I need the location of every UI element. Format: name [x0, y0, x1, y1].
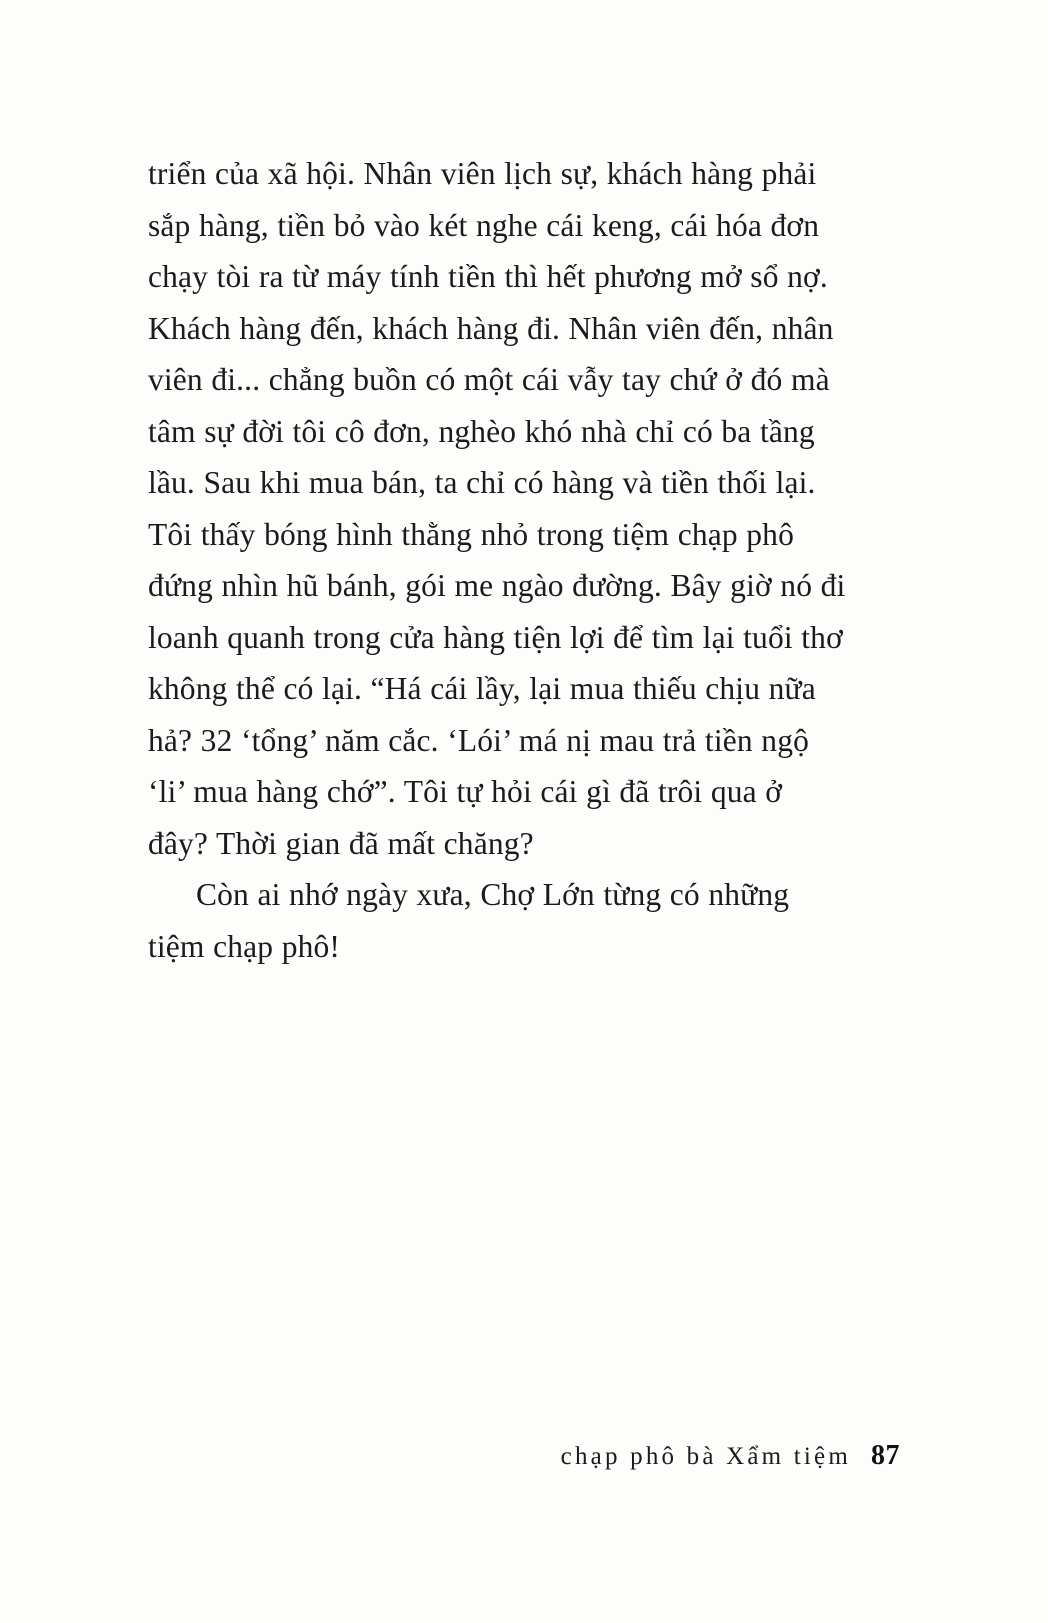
page-footer — [148, 1440, 900, 1472]
body-text — [148, 148, 848, 972]
footer-chapter-title: chạp phô bà Xẩm tiệm — [560, 1443, 851, 1470]
page-number: 87 — [871, 1440, 900, 1471]
paragraph-1: triển của xã hội. Nhân viên lịch sự, khách hàng phải sắp hàng, tiền bỏ vào két nghe cái keng, cái hóa đơn chạy tòi ra từ máy tính tiền thì hết phương mở sổ nợ. Khách hàng đến, khách hàng đi. Nhân viên đến, nhân viên đi... chẳng buồn có một cái vẫy tay chứ ở đó mà tâm sự đời tôi cô đơn, nghèo khó nhà chỉ có ba tầng lầu. Sau khi mua bán, ta chỉ có hàng và tiền thối lại. Tôi thấy bóng hình thằng nhỏ trong tiệm chạp phô đứng nhìn hũ bánh, gói me ngào đường. Bây giờ nó đi loanh quanh trong cửa hàng tiện lợi để tìm lại tuổi thơ không thể có lại. “Há cái lầy, lại mua thiếu chịu nữa hả? 32 ‘tổng’ năm cắc. ‘Lói’ má nị mau trả tiền ngộ ‘li’ mua hàng chớ”. Tôi tự hỏi cái gì đã trôi qua ở đây? Thời gian đã mất chăng? — [148, 156, 846, 861]
paragraph-2: Còn ai nhớ ngày xưa, Chợ Lớn từng có những tiệm chạp phô! — [148, 877, 790, 964]
